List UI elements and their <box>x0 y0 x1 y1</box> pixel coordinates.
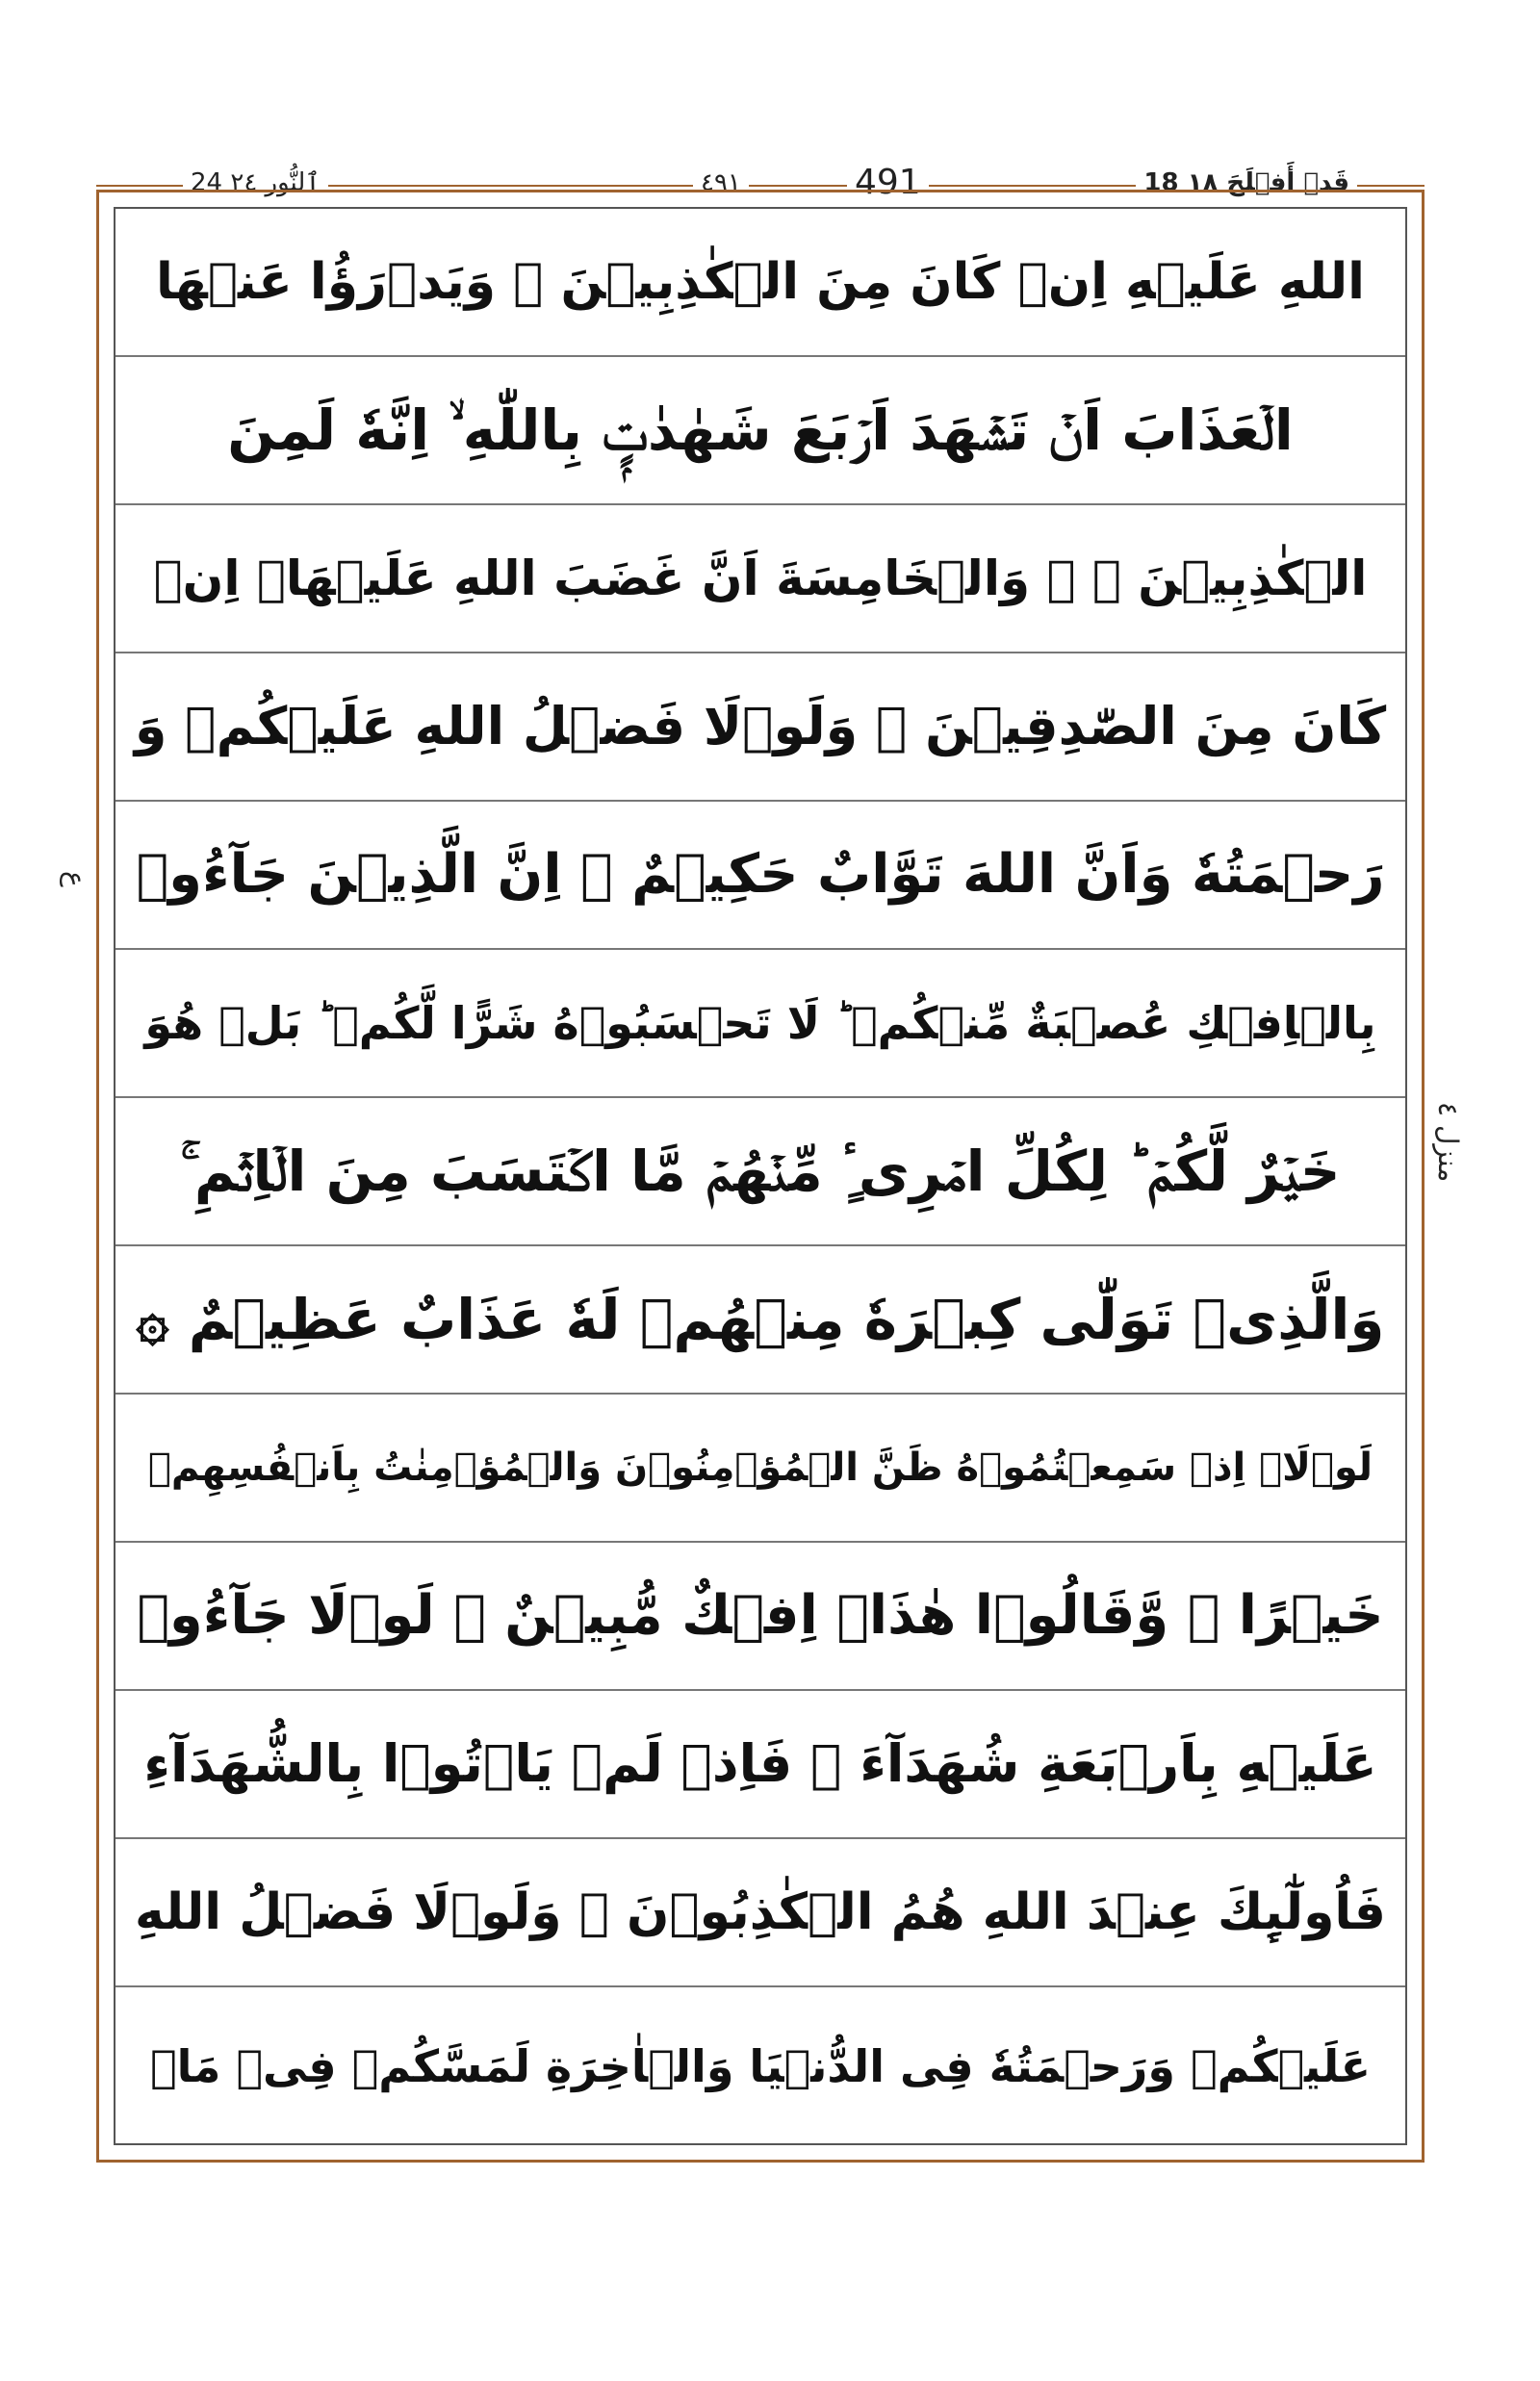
text-line <box>116 1543 1405 1691</box>
text-line <box>116 1987 1405 2145</box>
text-line <box>116 1691 1405 1839</box>
surah-name: 24 ٱلنُّور ٢٤ <box>183 164 328 202</box>
line-text: بِالۡاِفۡكِ عُصۡبَةٌ مِّنۡكُمۡ ؕ لَا تَحۡسَبُوۡهُ شَرًّا لَّكُمۡ ؕ بَلۡ هُوَ <box>144 997 1376 1049</box>
line-text: اللهِ عَلَيۡهِ اِنۡ كَانَ مِنَ الۡكٰذِبِيۡنَ ۞ وَيَدۡرَؤُا عَنۡهَا <box>156 253 1365 311</box>
manzil-marker: منزل ٤ <box>1432 1102 1464 1183</box>
text-line <box>116 802 1405 950</box>
text-line <box>116 357 1405 505</box>
line-text: كَانَ مِنَ الصّٰدِقِيۡنَ ۞ وَلَوۡلَا فَضۡلُ اللهِ عَلَيۡكُمۡ وَ <box>134 696 1387 756</box>
ruku-marker: ع <box>60 871 91 887</box>
text-line <box>116 209 1405 357</box>
line-text: لَوۡلَاۤ اِذۡ سَمِعۡتُمُوۡهُ ظَنَّ الۡمُؤۡمِنُوۡنَ وَالۡمُؤۡمِنٰتُ بِاَنۡفُسِهِمۡ <box>147 1446 1373 1490</box>
text-line <box>116 1839 1405 1987</box>
line-text: الۡكٰذِبِيۡنَ ۙ ۞ وَالۡخَامِسَةَ اَنَّ غَضَبَ اللهِ عَلَيۡهَاۤ اِنۡ <box>153 550 1368 606</box>
text-line <box>116 1395 1405 1543</box>
line-text: وَالَّذِیۡ تَوَلّٰى كِبۡرَهٗ مِنۡهُمۡ لَهٗ عَذَابٌ عَظِيۡمٌ ۞ <box>136 1287 1385 1352</box>
line-text: خَيۡرًا ۙ وَّقَالُوۡا هٰذَاۤ اِفۡكٌ مُّبِيۡنٌ ۞ لَوۡلَا جَآءُوۡ <box>137 1584 1384 1647</box>
text-line <box>116 505 1405 653</box>
page-number: 491 <box>847 164 929 202</box>
line-text: الۡعَذَابَ اَنۡ تَشۡهَدَ اَرۡبَعَ شَهٰدٰتٍۭ بِاللّٰهِ ۙ اِنَّهٗ لَمِنَ <box>227 397 1294 463</box>
line-text: خَيۡرٌ لَّكُمۡ ؕ لِكُلِّ امۡرِیٴٍ مِّنۡهُمۡ مَّا اكۡتَسَبَ مِنَ الۡاِثۡمِ ۚ <box>180 1139 1341 1204</box>
text-frame <box>114 207 1407 2145</box>
text-line <box>116 950 1405 1098</box>
page-number-urdu: ٤٩١ <box>693 164 749 202</box>
text-line <box>116 653 1405 802</box>
text-line <box>116 1098 1405 1246</box>
text-line <box>116 1246 1405 1395</box>
line-text: رَحۡمَتُهٗ وَاَنَّ اللهَ تَوَّابٌ حَكِيۡمٌ ۞ اِنَّ الَّذِيۡنَ جَآءُوۡ <box>136 843 1385 906</box>
juz-name: 18 قَدۡ أَفۡلَحَ ١٨ <box>1136 164 1357 202</box>
line-text: عَلَيۡكُمۡ وَرَحۡمَتُهٗ فِی الدُّنۡيَا وَالۡاٰخِرَةِ لَمَسَّكُمۡ فِیۡ مَاۤ <box>149 2040 1372 2092</box>
line-text: عَلَيۡهِ بِاَرۡبَعَةِ شُهَدَآءَ ۚ فَاِذۡ لَمۡ يَاۡتُوۡا بِالشُّهَدَآءِ <box>143 1733 1377 1794</box>
line-text: فَاُولٰٓٮِٕكَ عِنۡدَ اللهِ هُمُ الۡكٰذِبُوۡنَ ۞ وَلَوۡلَا فَضۡلُ اللهِ <box>135 1883 1386 1941</box>
